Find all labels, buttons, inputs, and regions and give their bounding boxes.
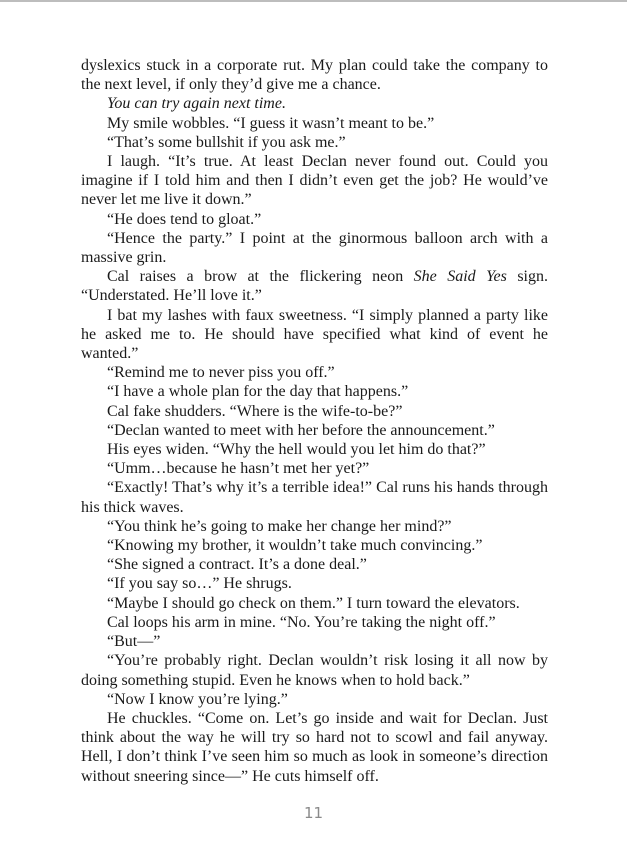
paragraph: “If you say so…” He shrugs. xyxy=(107,575,292,593)
paragraph: “Now I know you’re lying.” xyxy=(107,690,288,708)
paragraph: He chuckles. “Come on. Let’s go inside and wait for Declan. Just think about the way he will try so hard not to scowl and fail anyway. Hell, I don’t think I’ve seen him so much as look in someone’s direction without sneering since—” He cuts himself off. xyxy=(81,709,548,785)
paragraph-italic-thought xyxy=(81,94,548,113)
paragraph: I bat my lashes with faux sweetness. “I simply planned a party like he asked me to. He should have specified what kind of event he wanted.” xyxy=(81,306,548,363)
page-body xyxy=(81,56,548,786)
paragraph xyxy=(81,267,548,305)
text-run: Cal raises a brow at the flickering neon xyxy=(107,268,414,286)
paragraph: “Knowing my brother, it wouldn’t take much convincing.” xyxy=(107,537,483,555)
paragraph: dyslexics stuck in a corporate rut. My plan could take the company to the next level, if only they’d give me a chance. xyxy=(81,57,548,94)
text-run: sign. “Understated. He’ll love it.” xyxy=(81,268,548,305)
paragraph: Cal loops his arm in mine. “No. You’re taking the night off.” xyxy=(107,613,496,631)
paragraph: “She signed a contract. It’s a done deal.” xyxy=(107,556,367,574)
paragraph: “Exactly! That’s why it’s a terrible idea!” Cal runs his hands through his thick waves. xyxy=(81,479,548,516)
paragraph: Cal fake shudders. “Where is the wife-to-be?” xyxy=(107,402,403,420)
paragraph: “He does tend to gloat.” xyxy=(107,210,262,228)
italic-thought: You can try again next time. xyxy=(107,95,286,113)
paragraph: “I have a whole plan for the day that happens.” xyxy=(107,383,409,401)
paragraph: “Maybe I should go check on them.” I turn toward the elevators. xyxy=(107,594,520,612)
paragraph: My smile wobbles. “I guess it wasn’t meant to be.” xyxy=(107,114,435,132)
top-divider xyxy=(0,0,627,2)
paragraph: I laugh. “It’s true. At least Declan never found out. Could you imagine if I told him and then I didn’t even get the job? He would’ve never let me live it down.” xyxy=(81,153,548,209)
paragraph: “That’s some bullshit if you ask me.” xyxy=(107,133,346,151)
paragraph: “You’re probably right. Declan wouldn’t risk losing it all now by doing something stupid. Even he knows when to hold back.” xyxy=(81,652,548,689)
paragraph: “Declan wanted to meet with her before the announcement.” xyxy=(107,421,495,439)
paragraph: “Remind me to never piss you off.” xyxy=(107,364,335,382)
paragraph: “Umm…because he hasn’t met her yet?” xyxy=(107,460,370,478)
paragraph: “Hence the party.” I point at the ginormous balloon arch with a massive grin. xyxy=(81,229,548,267)
paragraph: His eyes widen. “Why the hell would you let him do that?” xyxy=(107,441,486,459)
paragraph: “You think he’s going to make her change her mind?” xyxy=(107,517,452,535)
page-number: 11 xyxy=(303,804,324,822)
italic-sign-name: She Said Yes xyxy=(413,268,507,286)
paragraph: “But—” xyxy=(107,633,161,651)
